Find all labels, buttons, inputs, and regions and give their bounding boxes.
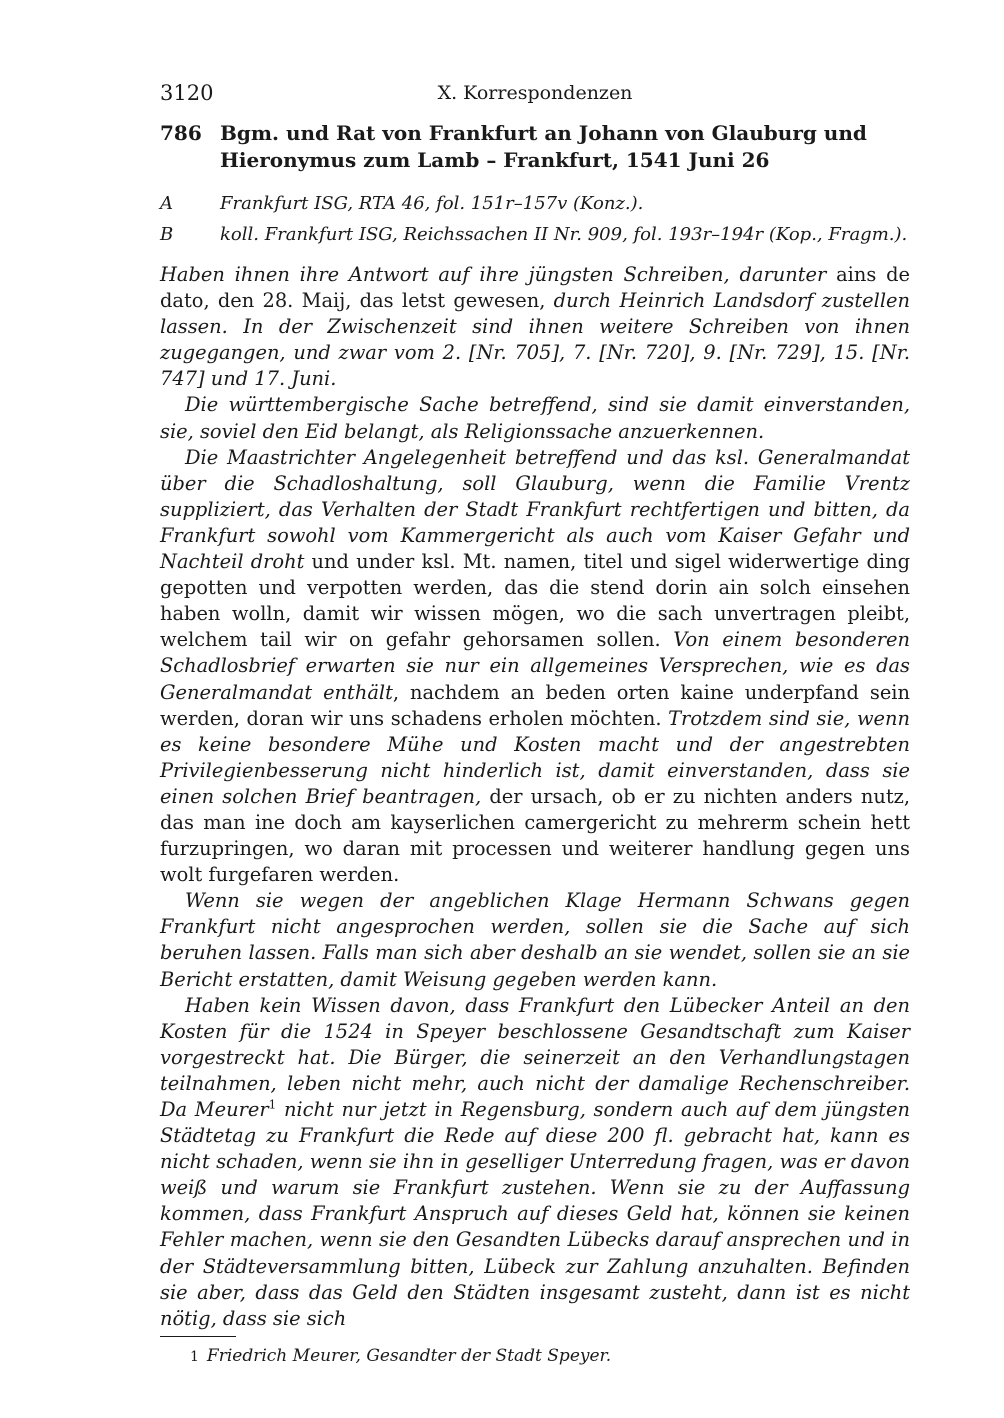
running-title: X. Korrespondenzen (437, 82, 633, 104)
source-siglum: A (160, 193, 173, 214)
regest-text: nicht nur jetzt in Regensburg, sondern auch auf dem jüngsten Städtetag zu Frankfurt die Rede auf diese 200 fl. gebracht hat, kann es nicht schaden, wenn sie ihn in geselliger Unterredung fragen, was er davon weiß und warum sie Frankfurt zustehen. Wenn sie zu der Auffassung kommen, dass Frankfurt Anspruch auf dieses Geld hat, können sie keinen Fehler machen, wenn sie den Gesandten Lübecks darauf ansprechen und in der Städteversammlung bitten, Lübeck zur Zahlung anzuhalten. Befinden sie aber, dass das Geld den Städten insgesamt zusteht, dann ist es nicht nötig, dass sie sich (160, 1098, 911, 1330)
paragraph-4: Wenn sie wegen der angeblichen Klage Hermann Schwans gegen Frankfurt nicht angesprochen werden, sollen sie die Sache auf sich beruhen lassen. Falls man sich aber deshalb an sie wendet, sollen sie an sie Bericht erstatten, damit Weisung gegeben werden kann. (160, 889, 910, 991)
regest-text: Von einem besonderen Schadlosbrief erwarten sie nur ein allgemeines Versprechen, wie es das Generalmandat enthält (160, 628, 910, 704)
source-row (160, 188, 910, 219)
quoted-text: und under ksl. Mt. namen, titel und sigel widerwertige ding gepotten und verpotten werden, das die stend dorin ain solch einsehen haben wolln, damit wir wissen mögen, wo die sach unvertragen pleibt, welchem tail wir on gefahr gehorsamen sollen. (160, 550, 910, 652)
footnote-marker[interactable]: 1 (268, 1097, 277, 1112)
document-heading (160, 120, 910, 174)
regest-text: Haben ihnen ihre Antwort auf ihre jüngsten Schreiben, darunter (160, 263, 827, 286)
regest-text: Haben kein Wissen davon, dass Frankfurt den Lübecker Anteil an den Kosten für die 1524 in Speyer beschlossene Gesandtschaft zum Kaiser vorgestreckt hat. Die Bürger, die seinerzeit an den Verhandlungstagen teilnahmen, leben nicht mehr, auch nicht der damalige Rechenschreiber. Da Meurer (160, 993, 910, 1121)
regest-text: Die Maastrichter Angelegenheit betreffend und das ksl. Generalmandat über die Schadloshaltung, soll Glauburg, wenn die Familie Vrentz suppliziert, das Verhalten der Stadt Frankfurt rechtfertigen und bitten, da Frankfurt sowohl vom Kammergericht als auch vom Kaiser Gefahr und Nachteil droht (160, 445, 910, 574)
quoted-text: der ursach, ob er zu nichten anders nutz, das man ine doch am kayserlichen camergericht zu mehrerm schein hett furzupringen, wo daran mit processen und weiterer handlung gegen uns wolt furgefaren werden. (160, 784, 910, 887)
footnote-rule (160, 1336, 236, 1337)
document-title: Bgm. und Rat von Frankfurt an Johann von Glauburg und Hieronymus zum Lamb – Frankfurt, 1541 Juni 26 (220, 121, 867, 172)
source-siglum: B (160, 224, 174, 245)
footnote (160, 1345, 910, 1368)
source-row (160, 219, 910, 250)
paragraph-3 (160, 445, 910, 889)
paragraph-5 (160, 993, 910, 1332)
document-number: 786 (160, 121, 202, 145)
page-number: 3120 (160, 81, 214, 105)
quoted-text: , nachdem an beden orten kaine underpfand sein werden, doran wir uns schadens erholen möchten. (160, 680, 910, 730)
footnote-number: 1 (190, 1348, 199, 1365)
regest-text: Trotzdem sind sie, wenn es keine besondere Mühe und Kosten macht und der angestrebten Privilegienbesserung nicht hinderlich ist, damit einverstanden, dass sie einen solchen Brief beantragen, (160, 706, 910, 808)
paragraph-1 (160, 262, 910, 392)
page (160, 78, 910, 1368)
running-head (160, 78, 910, 108)
quoted-text: ains de dato, den 28. Maij, das letst gewesen, (160, 263, 910, 313)
regest-text: durch Heinrich Landsdorf zustellen lassen. In der Zwischenzeit sind ihnen weitere Schreiben von ihnen zugegangen, und zwar vom 2. [Nr. 705], 7. [Nr. 720], 9. [Nr. 729], 15. [Nr. 747] und 17. Juni. (160, 289, 910, 391)
source-list (160, 188, 910, 250)
source-text: Frankfurt ISG, RTA 46, fol. 151r–157v (Konz.). (220, 193, 644, 214)
body-text (160, 262, 910, 1332)
source-text: koll. Frankfurt ISG, Reichssachen II Nr. 909, fol. 193r–194r (Kop., Fragm.). (220, 224, 908, 245)
paragraph-2: Die württembergische Sache betreffend, sind sie damit einverstanden, sie, soviel den Eid belangt, als Religionssache anzuerkennen. (160, 393, 910, 443)
footnote-text: Friedrich Meurer, Gesandter der Stadt Speyer. (206, 1345, 612, 1366)
